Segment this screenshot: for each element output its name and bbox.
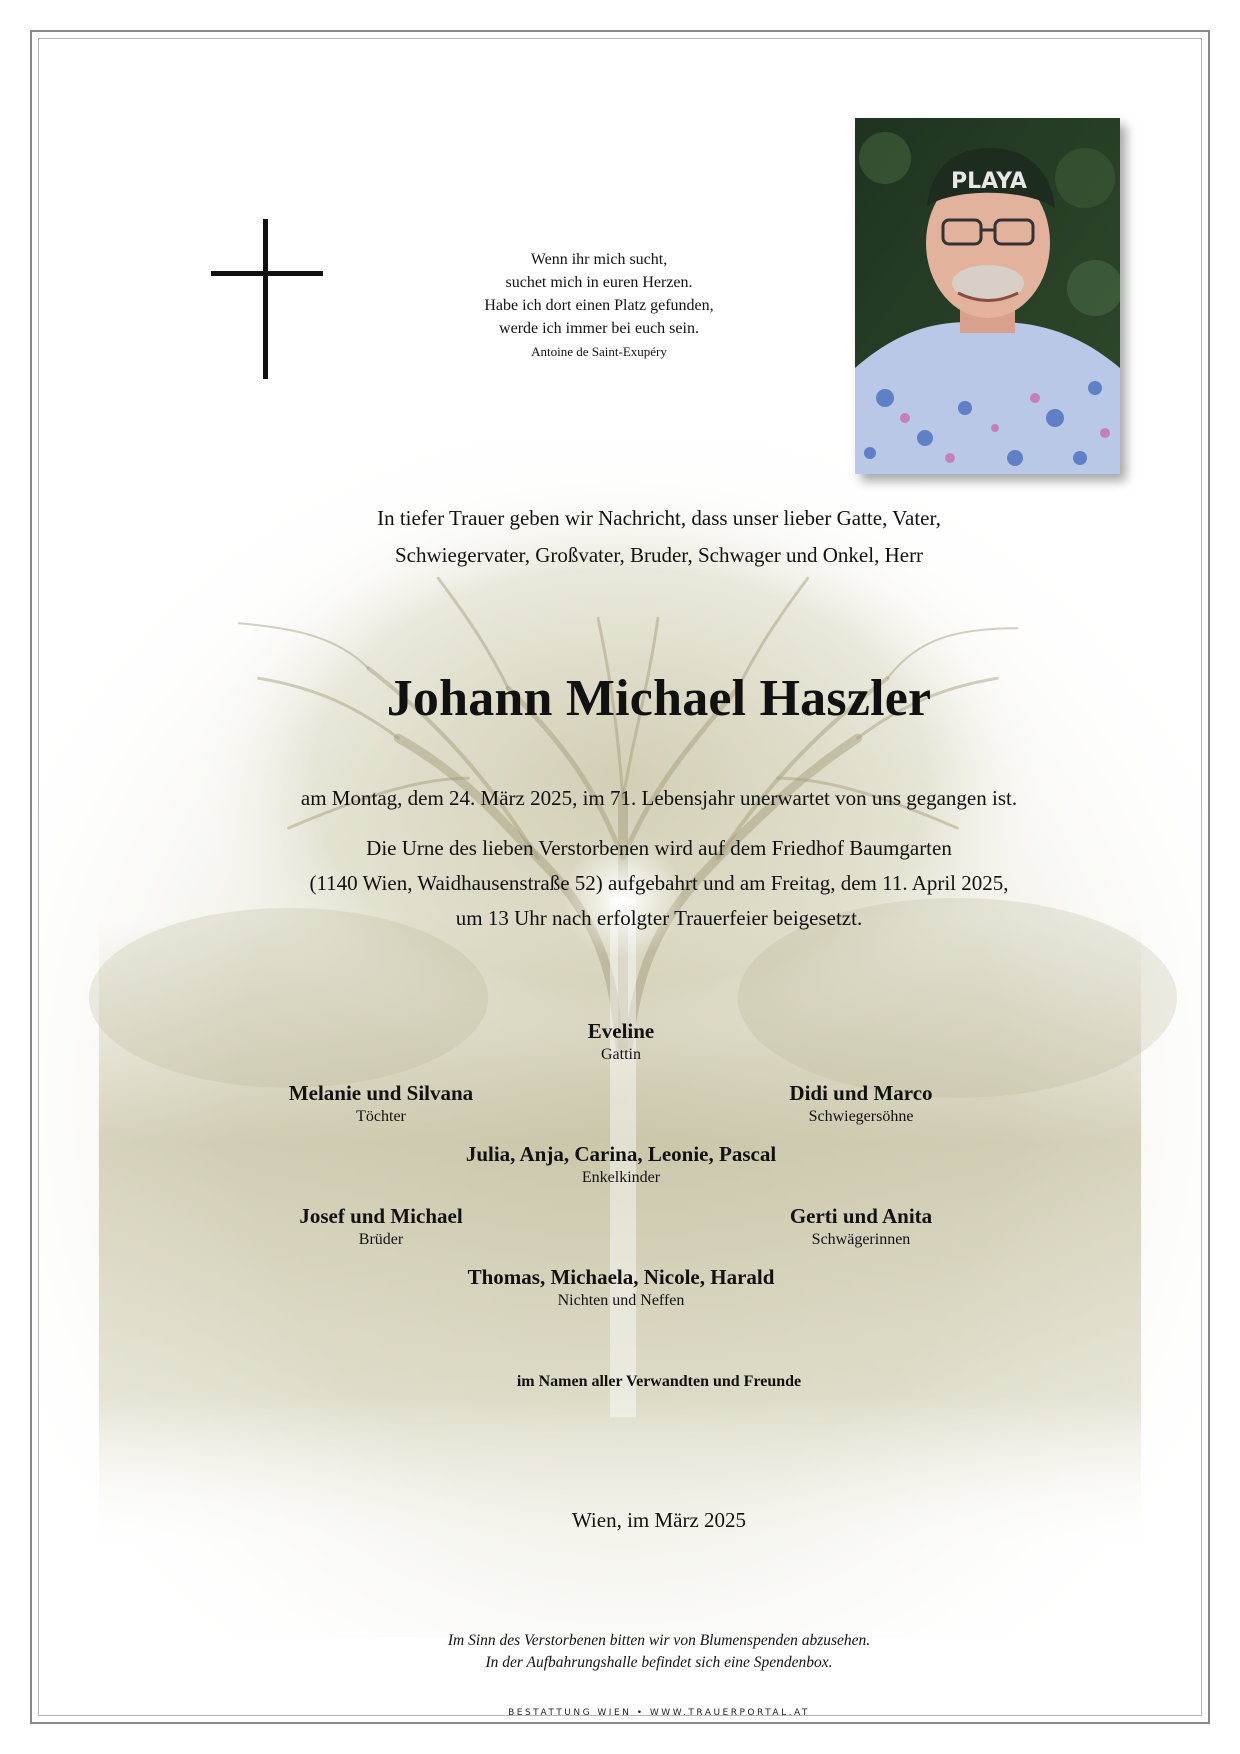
- family-names: Thomas, Michaela, Nicole, Harald: [467, 1265, 775, 1289]
- death-line: am Montag, dem 24. März 2025, im 71. Lebensjahr unerwartet von uns gegangen ist.: [300, 786, 1018, 810]
- family-spouse: [421, 1017, 821, 1065]
- family-sisters-in-law: [661, 1202, 1061, 1250]
- family-sons-in-law: [661, 1079, 1061, 1127]
- family-relation: Schwägerinnen: [811, 1231, 911, 1248]
- inner-frame: [38, 38, 1202, 1716]
- intro-line: In tiefer Trauer geben wir Nachricht, dass unser lieber Gatte, Vater,: [377, 506, 941, 530]
- cross-icon: [211, 219, 331, 379]
- family-nieces-nephews: [321, 1263, 921, 1311]
- family-names: Eveline: [587, 1019, 655, 1043]
- cap-lettering: PLAYA: [951, 169, 1027, 194]
- note-line: In der Aufbahrungshalle befindet sich eine Spendenbox.: [485, 1654, 833, 1671]
- quote-line: werde ich immer bei euch sein.: [499, 320, 699, 337]
- quote-line: Habe ich dort einen Platz gefunden,: [484, 297, 714, 314]
- place-date: Wien, im März 2025: [571, 1508, 747, 1532]
- footer-credit: BESTATTUNG WIEN • WWW.TRAUERPORTAL.AT: [508, 1708, 810, 1716]
- quote-author: Antoine de Saint-Exupéry: [531, 344, 667, 359]
- family-relation: Schwiegersöhne: [808, 1108, 914, 1125]
- quote-line: Wenn ihr mich sucht,: [530, 251, 668, 268]
- portrait-photo: [855, 118, 1120, 474]
- family-daughters: [181, 1079, 581, 1127]
- funeral-line: (1140 Wien, Waidhausenstraße 52) aufgebahrt und am Freitag, dem 11. April 2025,: [309, 871, 1009, 895]
- family-names: Julia, Anja, Carina, Leonie, Pascal: [465, 1142, 777, 1166]
- family-relation: Brüder: [358, 1231, 404, 1248]
- deceased-name: Johann Michael Haszler: [386, 670, 932, 727]
- family-names: Gerti und Anita: [789, 1204, 933, 1228]
- family-names: Melanie und Silvana: [288, 1081, 474, 1105]
- family-relation: Enkelkinder: [581, 1169, 661, 1186]
- note-line: Im Sinn des Verstorbenen bitten wir von Blumenspenden abzusehen.: [447, 1632, 871, 1649]
- family-relation: Nichten und Neffen: [557, 1292, 685, 1309]
- family-grandchildren: [321, 1140, 921, 1188]
- funeral-details: [179, 831, 1139, 936]
- announcement-intro: [179, 500, 1139, 574]
- family-relation: Töchter: [356, 1108, 406, 1125]
- intro-line: Schwiegervater, Großvater, Bruder, Schwager und Onkel, Herr: [394, 543, 924, 567]
- family-names: Josef und Michael: [299, 1204, 463, 1228]
- donation-note: [179, 1630, 1139, 1674]
- funeral-line: um 13 Uhr nach erfolgter Trauerfeier beigesetzt.: [455, 906, 863, 930]
- quote-block: [434, 248, 764, 363]
- family-brothers: [181, 1202, 581, 1250]
- family-names: Didi und Marco: [789, 1081, 933, 1105]
- quote-line: suchet mich in euren Herzen.: [505, 274, 693, 291]
- family-relation: Gattin: [601, 1046, 641, 1063]
- funeral-line: Die Urne des lieben Verstorbenen wird auf dem Friedhof Baumgarten: [366, 836, 952, 860]
- on-behalf-line: im Namen aller Verwandten und Freunde: [516, 1373, 802, 1390]
